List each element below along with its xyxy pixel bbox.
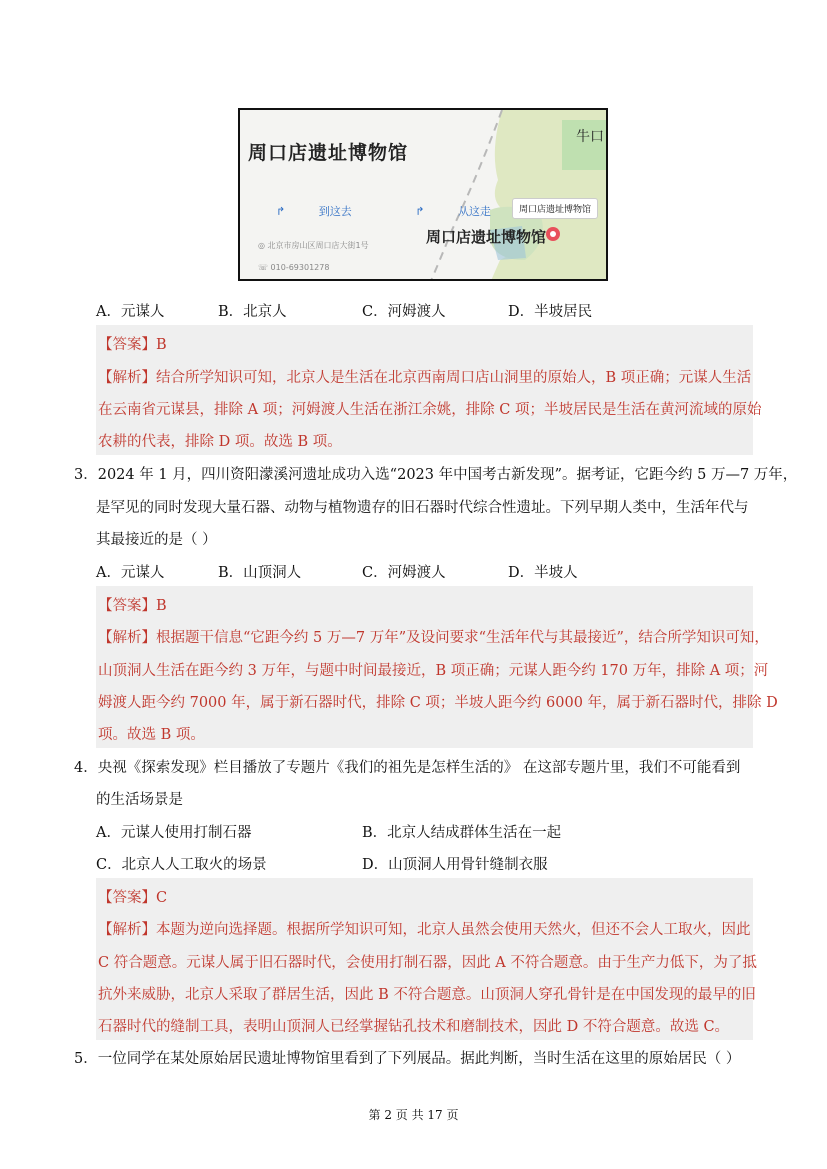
q4-analysis-line: C 符合题意。元谋人属于旧石器时代，会使用打制石器，因此 A 不符合题意。由于生产力低下，为了抵 <box>98 955 757 971</box>
q4-stem-line: 的生活场景是 <box>96 792 183 808</box>
q3-analysis-line: 姆渡人距今约 7000 年，属于新石器时代，排除 C 项；半坡人距今约 6000 年，属于新石器时代，排除 D <box>98 695 778 711</box>
forward-arrow-icon: ↱ <box>415 205 428 218</box>
q2-analysis-line: 【解析】结合所学知识可知，北京人是生活在北京西南周口店山洞里的原始人，B 项正确；元谋人生活 <box>98 370 752 386</box>
location-icon: ◎ <box>258 241 268 250</box>
map-image <box>238 108 608 281</box>
q3-answer: 【答案】B <box>98 598 167 614</box>
q4-analysis-line: 【解析】本题为逆向选择题。根据所学知识可知，北京人虽然会使用天然火，但还不会人工取火，因此 <box>98 922 751 938</box>
q3-option-a: A．元谋人 <box>96 565 165 581</box>
q5-stem: 5．一位同学在某处原始居民遗址博物馆里看到了下列展品。据此判断，当时生活在这里的原始居民（ ） <box>74 1051 741 1067</box>
q2-option-b: B．北京人 <box>218 304 287 320</box>
map-place-label: 周口店遗址博物馆 <box>426 228 547 246</box>
q4-stem-line: 4．央视《探索发现》栏目播放了专题片《我们的祖先是怎样生活的》 在这部专题片里，我们不可能看到 <box>74 760 741 776</box>
q3-stem-line: 3．2024 年 1 月，四川资阳濛溪河遗址成功入选“2023 年中国考古新发现”。据考证，它距今约 5 万—7 万年， <box>74 467 798 483</box>
q2-option-c: C．河姆渡人 <box>362 304 446 320</box>
q3-analysis-line: 项。故选 B 项。 <box>98 727 205 743</box>
map-phone: ☏ 010-69301278 <box>258 263 330 272</box>
q3-analysis-line: 山顶洞人生活在距今约 3 万年，与题中时间最接近，B 项正确；元谋人距今约 170 万年，排除 A 项；河 <box>98 663 769 679</box>
phone-icon: ☏ <box>258 263 271 272</box>
q2-option-a: A．元谋人 <box>96 304 165 320</box>
map-actions <box>276 203 551 219</box>
q3-analysis-line: 【解析】根据题干信息“它距今约 5 万—7 万年”及设问要求“生活年代与其最接近”，结合所学知识可知， <box>98 630 769 646</box>
map-background <box>240 110 608 281</box>
q3-option-d: D．半坡人 <box>508 565 578 581</box>
map-title: 周口店遗址博物馆 <box>248 142 409 164</box>
page-footer: 第 2 页 共 17 页 <box>368 1108 459 1122</box>
map-corner-label: 牛口 <box>576 129 604 145</box>
turn-arrow-icon: ↱ <box>276 205 289 218</box>
q4-analysis-line: 石器时代的缝制工具，表明山顶洞人已经掌握钻孔技术和磨制技术，因此 D 不符合题意。故选 C。 <box>98 1019 730 1035</box>
q2-answer: 【答案】B <box>98 337 167 353</box>
q4-option-b: B．北京人结成群体生活在一起 <box>362 825 562 841</box>
q3-option-b: B．山顶洞人 <box>218 565 302 581</box>
q2-option-d: D．半坡居民 <box>508 304 593 320</box>
q3-stem-line: 其最接近的是（ ） <box>96 532 217 548</box>
directions-from-button: ↱ 从这走 <box>415 205 491 218</box>
q3-stem-line: 是罕见的同时发现大量石器、动物与植物遗存的旧石器时代综合性遗址。下列早期人类中，生活年代与 <box>96 500 749 516</box>
q4-analysis-line: 抗外来威胁，北京人采取了群居生活，因此 B 不符合题意。山顶洞人穿孔骨针是在中国发现的最早的旧 <box>98 987 756 1003</box>
directions-to-button: ↱ 到这去 <box>276 205 352 218</box>
q4-answer: 【答案】C <box>98 890 168 906</box>
map-address: ◎ 北京市房山区周口店大街1号 <box>258 241 369 250</box>
q2-analysis-line: 在云南省元谋县，排除 A 项；河姆渡人生活在浙江余姚，排除 C 项；半坡居民是生活在黄河流域的原始 <box>98 402 762 418</box>
q4-option-c: C．北京人人工取火的场景 <box>96 857 267 873</box>
q4-option-a: A．元谋人使用打制石器 <box>96 825 252 841</box>
q2-analysis-line: 农耕的代表，排除 D 项。故选 B 项。 <box>98 434 342 450</box>
map-popup-label: 周口店遗址博物馆 <box>512 198 598 219</box>
q4-option-d: D．山顶洞人用骨针缝制衣服 <box>362 857 548 873</box>
q3-option-c: C．河姆渡人 <box>362 565 446 581</box>
